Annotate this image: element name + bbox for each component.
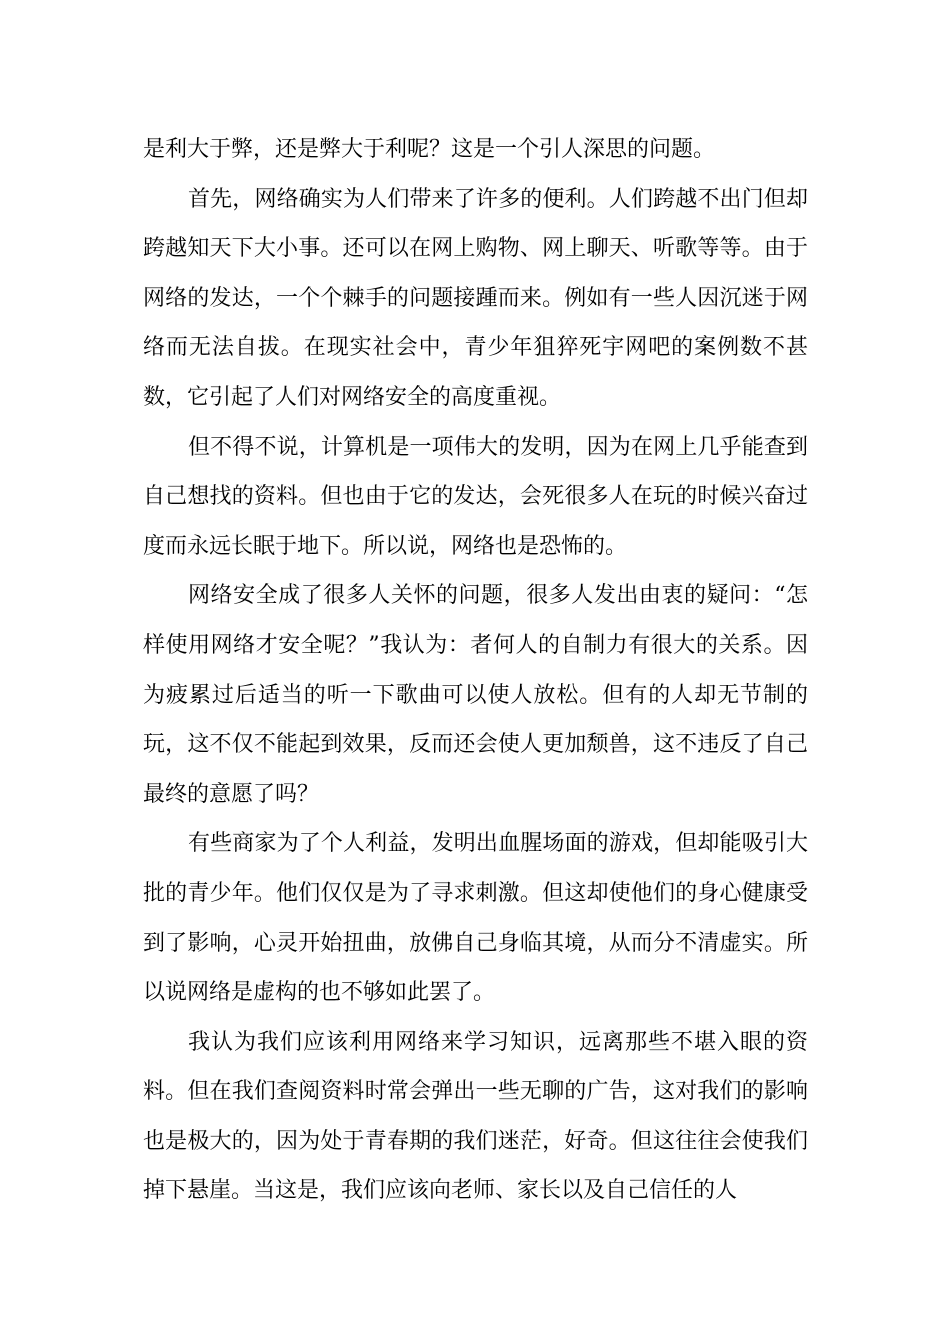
paragraph: 但不得不说，计算机是一项伟大的发明，因为在网上几乎能查到自己想找的资料。但也由于它的发达，会死很多人在玩的时候兴奋过度而永远长眠于地下。所以说，网络也是恐怖的。	[143, 434, 808, 559]
document-body	[143, 125, 808, 1216]
paragraph: 有些商家为了个人利益，发明出血腥场面的游戏，但却能吸引大批的青少年。他们仅仅是为了寻求刺激。但这却使他们的身心健康受到了影响，心灵开始扭曲，放佛自己身临其境，从而分不清虚实。所以说网络是虚构的也不够如此罢了。	[143, 831, 808, 1006]
paragraph: 首先，网络确实为人们带来了许多的便利。人们跨越不出门但却跨越知天下大小事。还可以在网上购物、网上聊天、听歌等等。由于网络的发达，一个个棘手的问题接踵而来。例如有一些人因沉迷于网络而无法自拔。在现实社会中，青少年狙猝死宇网吧的案例数不甚数，它引起了人们对网络安全的高度重视。	[143, 186, 808, 410]
paragraph: 网络安全成了很多人关怀的问题，很多人发出由衷的疑问：“怎样使用网络才安全呢？”我认为：者何人的自制力有很大的关系。因为疲累过后适当的听一下歌曲可以使人放松。但有的人却无节制的玩，这不仅不能起到效果，反而还会使人更加颓兽，这不违反了自己最终的意愿了吗？	[143, 583, 808, 807]
paragraph: 是利大于弊，还是弊大于利呢？这是一个引人深思的问题。	[143, 137, 716, 162]
paragraph: 我认为我们应该利用网络来学习知识，远离那些不堪入眼的资料。但在我们查阅资料时常会弹出一些无聊的广告，这对我们的影响也是极大的，因为处于青春期的我们迷茫，好奇。但这往往会使我们掉下悬崖。当这是，我们应该向老师、家长以及自己信任的人	[143, 1029, 808, 1204]
